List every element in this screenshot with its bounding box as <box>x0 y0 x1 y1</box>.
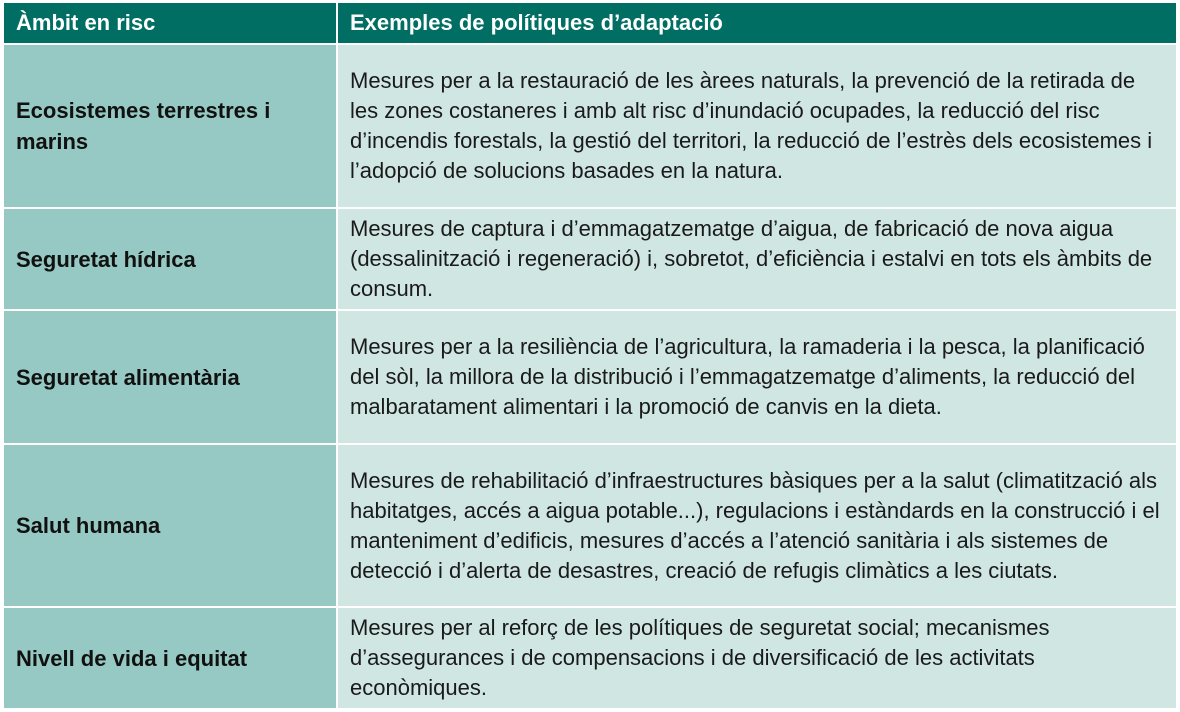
header-adaptation-examples: Exemples de polítiques d’adaptació <box>337 3 1176 44</box>
risk-area-cell: Seguretat alimentària <box>4 310 337 444</box>
table-row <box>4 208 1176 310</box>
table-row <box>4 444 1176 607</box>
examples-cell: Mesures per a la restauració de les àrees naturals, la prevenció de la retirada de les zones costaneres i amb alt risc d’inundació ocupades, la reducció del risc d’incendis forestals, la gestió del territori, la reducció de l’estrès dels ecosistemes i l’adopció de solucions basades en la natura. <box>337 44 1176 208</box>
adaptation-policies-table <box>4 3 1176 708</box>
examples-cell: Mesures de rehabilitació d’infraestructures bàsiques per a la salut (climatització als habitatges, accés a aigua potable...), regulacions i estàndards en la construcció i el manteniment d’edificis, mesures d’accés a l’atenció sanitària i als sistemes de detecció i d’alerta de desastres, creació de refugis climàtics a les ciutats. <box>337 444 1176 607</box>
table-header <box>4 3 1176 44</box>
header-risk-area: Àmbit en risc <box>4 3 337 44</box>
table-body <box>4 44 1176 708</box>
examples-cell: Mesures de captura i d’emmagatzematge d’aigua, de fabricació de nova aigua (dessalinització i regeneració) i, sobretot, d’eficiència i estalvi en tots els àmbits de consum. <box>337 208 1176 310</box>
risk-area-cell: Ecosistemes terrestres i marins <box>4 44 337 208</box>
table-row <box>4 607 1176 708</box>
examples-cell: Mesures per al reforç de les polítiques de seguretat social; mecanismes d’assegurances i de compensacions i de diversificació de les activitats econòmiques. <box>337 607 1176 708</box>
table-row <box>4 310 1176 444</box>
header-row <box>4 3 1176 44</box>
examples-cell: Mesures per a la resiliència de l’agricultura, la ramaderia i la pesca, la planificació del sòl, la millora de la distribució i l’emmagatzematge d’aliments, la reducció del malbaratament alimentari i la promoció de canvis en la dieta. <box>337 310 1176 444</box>
risk-area-cell: Seguretat hídrica <box>4 208 337 310</box>
risk-area-cell: Nivell de vida i equitat <box>4 607 337 708</box>
risk-area-cell: Salut humana <box>4 444 337 607</box>
table-row <box>4 44 1176 208</box>
